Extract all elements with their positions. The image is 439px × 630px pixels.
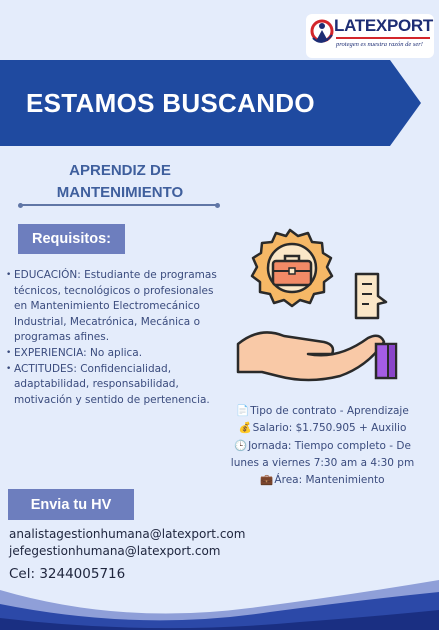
phone-number[interactable]: Cel: 3244005716 bbox=[9, 566, 126, 582]
position-title-line2: MANTENIMIENTO bbox=[56, 184, 184, 201]
email-analyst[interactable]: analistagestionhumana@latexport.com bbox=[9, 527, 246, 541]
email-head[interactable]: jefegestionhumana@latexport.com bbox=[9, 544, 221, 558]
logo-name: LATEXPORT bbox=[334, 16, 433, 35]
open-hand-icon bbox=[238, 332, 396, 380]
requirements-list bbox=[6, 268, 228, 408]
requirements-button: Requisitos: bbox=[18, 224, 125, 254]
schedule-text-line2: lunes a viernes 7:30 am a 4:30 pm bbox=[230, 456, 415, 469]
send-cv-button: Envia tu HV bbox=[8, 489, 134, 520]
money-bag-icon: 💰 bbox=[238, 422, 252, 435]
logo-underline bbox=[336, 37, 430, 39]
contract-row bbox=[220, 403, 425, 420]
position-title-underline bbox=[20, 204, 218, 206]
logo-tagline: protegen es nuestra razón de ser! bbox=[336, 41, 423, 48]
requirement-experience: • EXPERIENCIA: No aplica. bbox=[6, 346, 228, 362]
clock-icon: 🕒 bbox=[234, 439, 248, 452]
area-row bbox=[220, 472, 425, 489]
headline-title: ESTAMOS BUSCANDO bbox=[26, 88, 315, 118]
briefcase-small-icon: 💼 bbox=[260, 474, 274, 487]
contact-emails bbox=[9, 526, 245, 560]
document-bubble-icon bbox=[356, 274, 386, 318]
requirement-attitudes: • ACTITUDES: Confidencialidad, adaptabilidad, responsabilidad, motivación y sentido de pertenencia. bbox=[6, 362, 228, 409]
briefcase-icon bbox=[273, 256, 311, 285]
position-title bbox=[20, 160, 220, 204]
schedule-row bbox=[220, 438, 425, 455]
company-logo bbox=[306, 14, 434, 58]
requirement-education: • EDUCACIÓN: Estudiante de programas técnicos, tecnológicos o profesionales en Mantenimiento Electromecánico Industrial, Mecatrónica, Mecánica o programas afines. bbox=[6, 268, 228, 346]
salary-text: Salario: $1.750.905 + Auxilio bbox=[252, 422, 407, 435]
area-text: Área: Mantenimiento bbox=[274, 474, 385, 487]
bottom-waves-decoration bbox=[0, 570, 439, 630]
hand-briefcase-illustration bbox=[228, 226, 408, 398]
contract-text: Tipo de contrato - Aprendizaje bbox=[250, 405, 409, 417]
document-icon: 📄 bbox=[236, 405, 250, 417]
position-title-line1: APRENDIZ DE bbox=[69, 162, 171, 179]
latexport-logo-icon bbox=[310, 17, 336, 51]
schedule-row-2 bbox=[220, 455, 425, 472]
salary-row bbox=[220, 420, 425, 437]
job-details bbox=[220, 403, 425, 489]
schedule-text-line1: Jornada: Tiempo completo - De bbox=[248, 439, 411, 452]
